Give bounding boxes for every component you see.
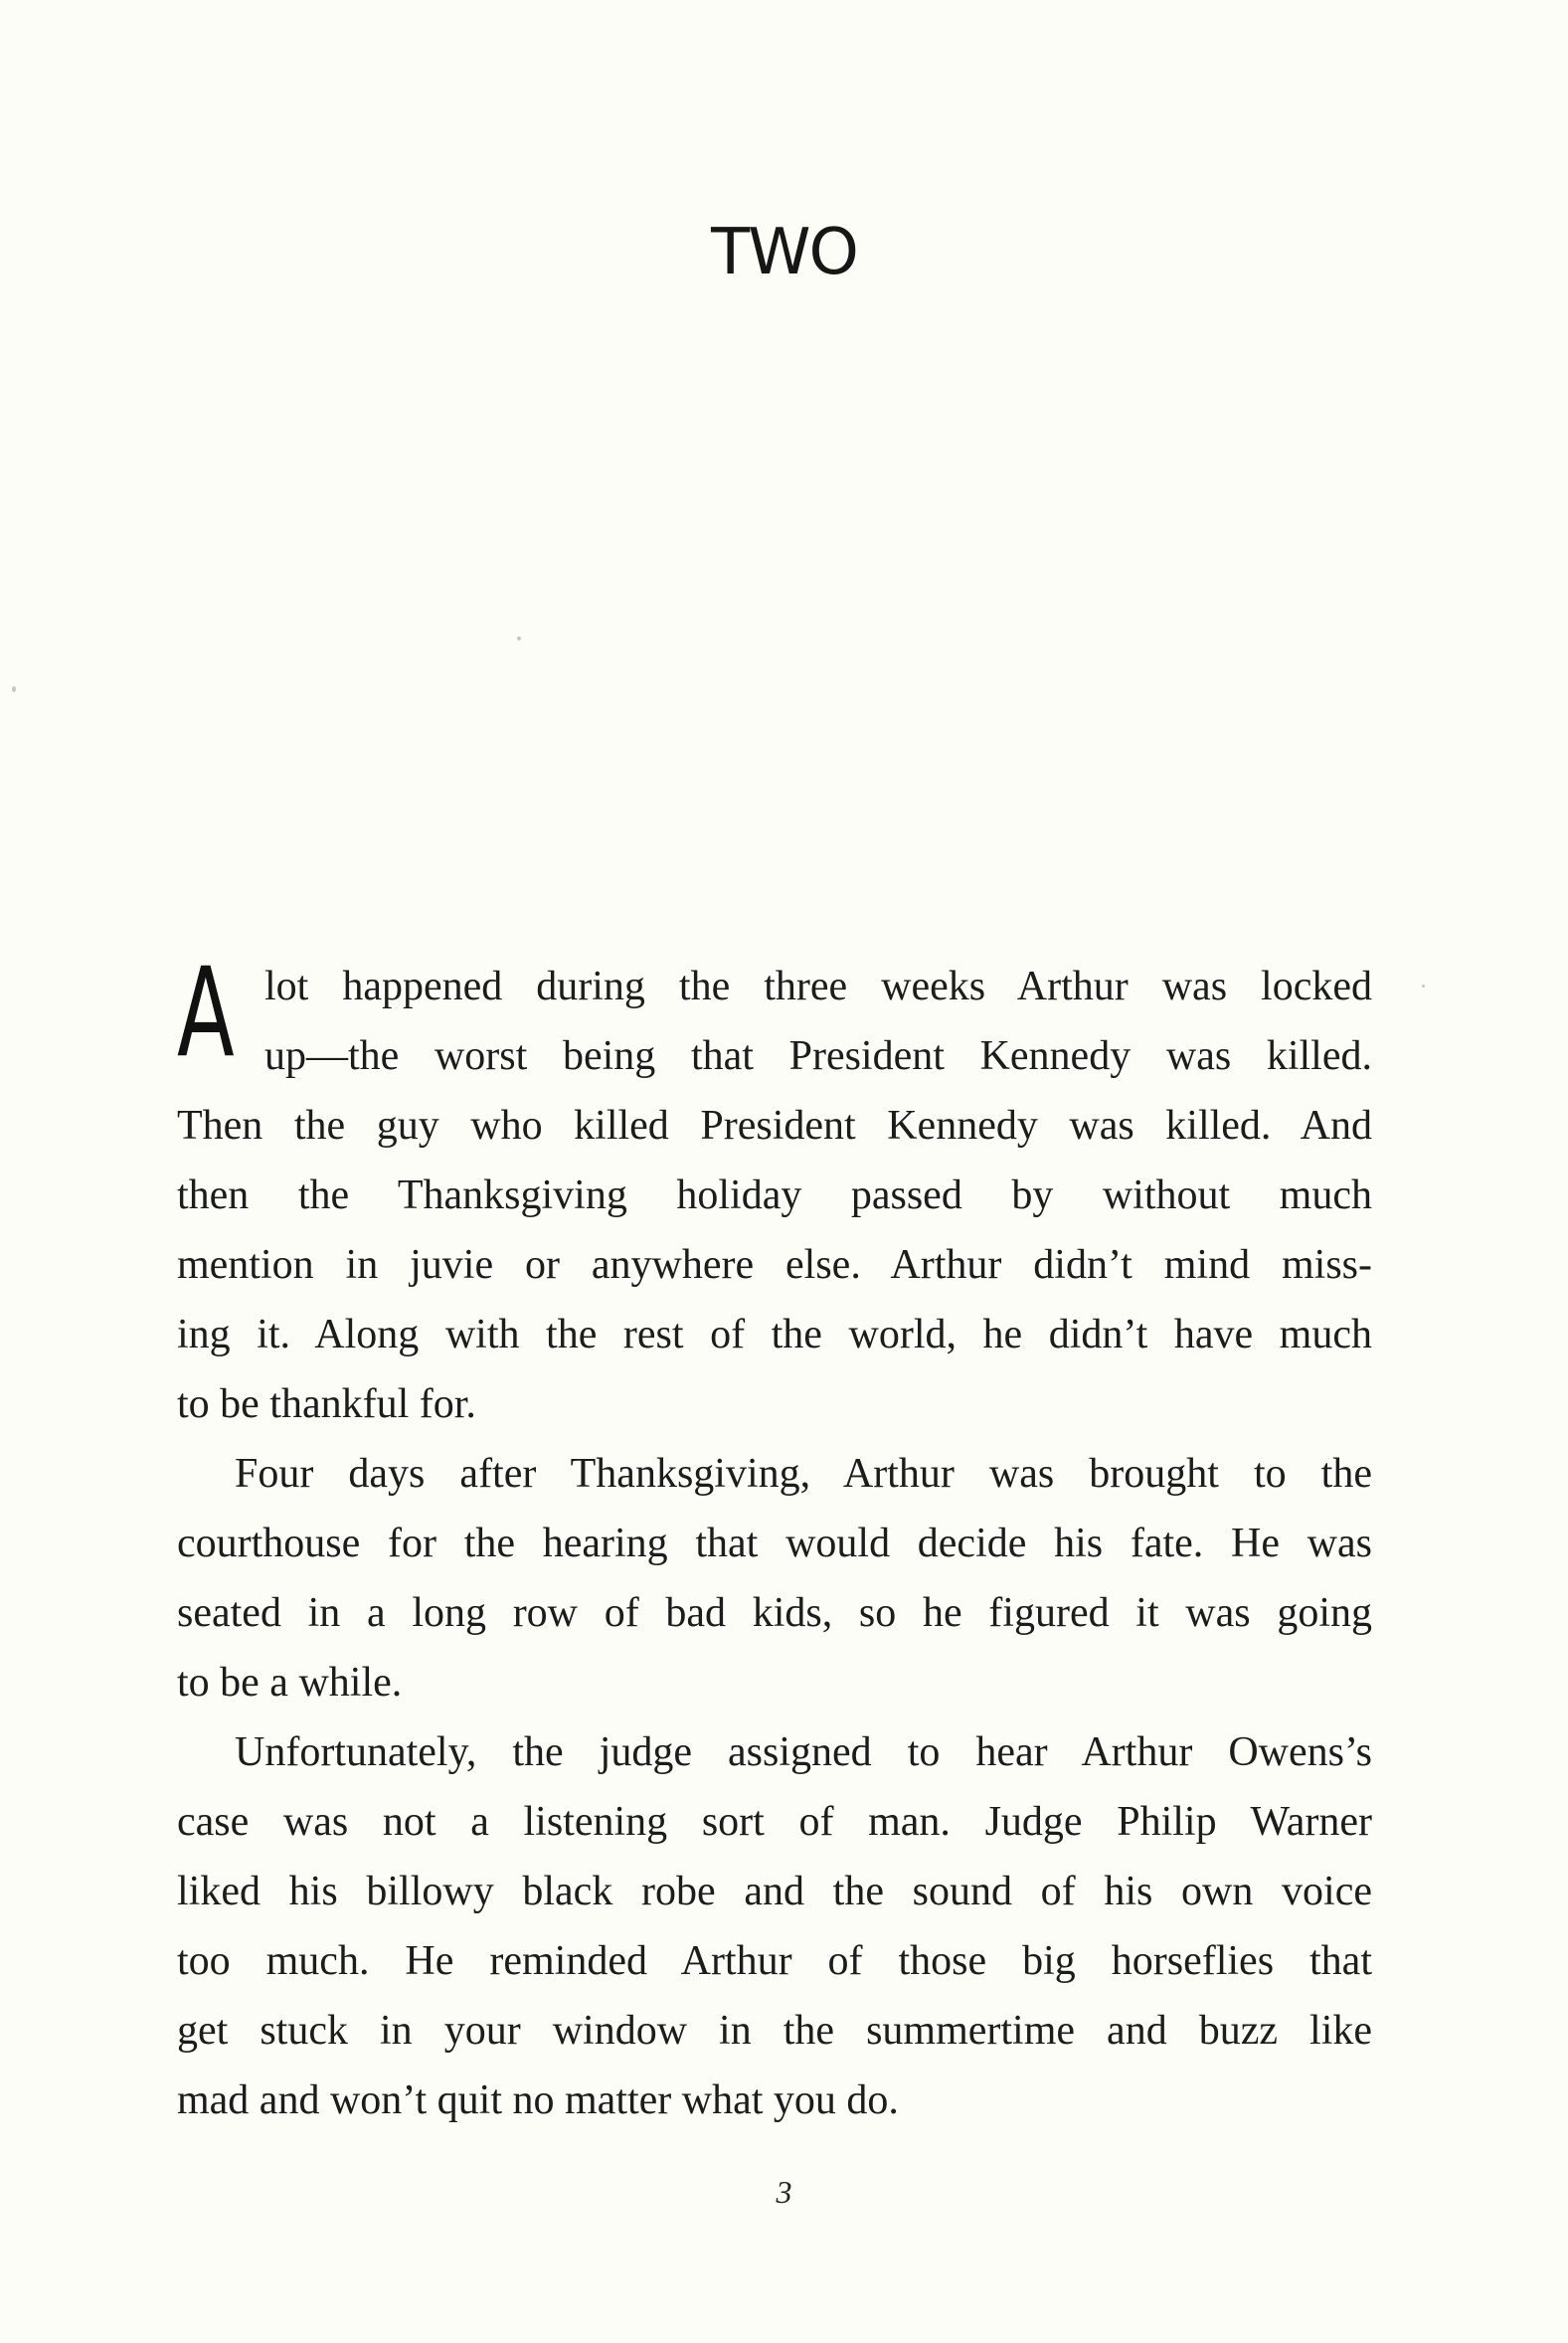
text-line: courthouse for the hearing that would decide his fate. He was (177, 1521, 1372, 1566)
text-line: then the Thanksgiving holiday passed by without much (177, 1172, 1372, 1218)
text-line: too much. He reminded Arthur of those big horseflies that (177, 1938, 1372, 1984)
body-text (177, 942, 1372, 2135)
text-line: mad and won’t quit no matter what you do. (177, 2077, 899, 2123)
text-line: up—the worst being that President Kennedy was killed. (264, 1033, 1372, 1079)
text-line: seated in a long row of bad kids, so he figured it was going (177, 1590, 1372, 1636)
drop-cap: A (177, 942, 235, 1085)
paper-speck (517, 636, 521, 640)
text-line: ing it. Along with the rest of the world, he didn’t have much (177, 1312, 1372, 1357)
chapter-title: TWO (711, 216, 857, 289)
paper-speck (1422, 985, 1425, 988)
text-line: to be thankful for. (177, 1381, 476, 1427)
text-line: get stuck in your window in the summertime and buzz like (177, 2008, 1372, 2054)
text-line: to be a while. (177, 1660, 403, 1706)
text-line: mention in juvie or anywhere else. Arthur didn’t mind miss- (177, 1242, 1372, 1288)
text-line: case was not a listening sort of man. Judge Philip Warner (177, 1799, 1372, 1845)
page-number: 3 (776, 2174, 792, 2210)
text-line: Unfortunately, the judge assigned to hear Arthur Owens’s (235, 1729, 1372, 1775)
paper-speck (12, 686, 16, 692)
text-line: Four days after Thanksgiving, Arthur was brought to the (235, 1451, 1372, 1497)
text-line: lot happened during the three weeks Arthur was locked (264, 964, 1372, 1009)
text-line: liked his billowy black robe and the sound of his own voice (177, 1869, 1372, 1914)
text-line: Then the guy who killed President Kennedy was killed. And (177, 1103, 1372, 1149)
